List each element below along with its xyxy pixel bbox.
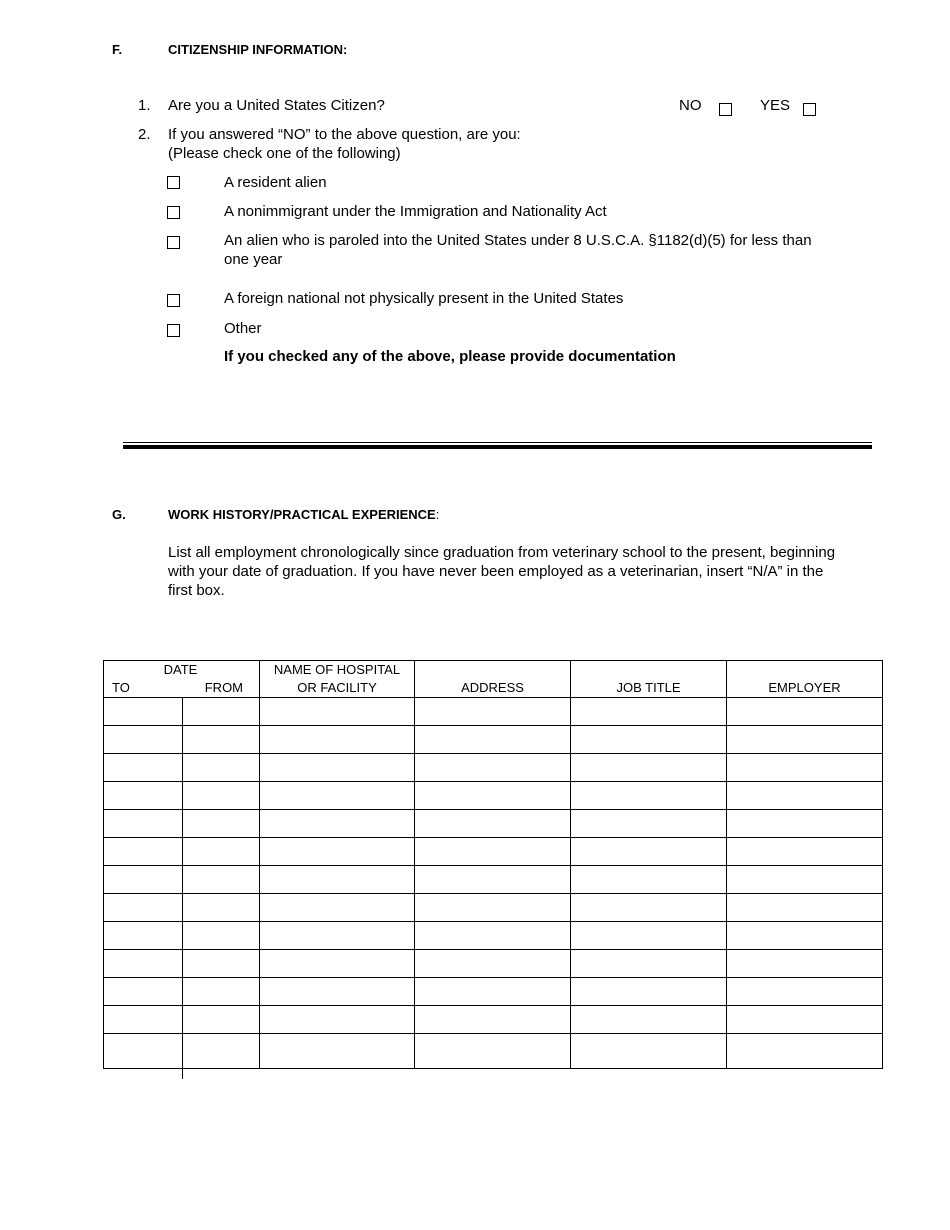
citizen-no-label: NO <box>679 97 702 114</box>
table-row <box>104 698 883 726</box>
from-cell[interactable] <box>183 894 260 922</box>
employer-cell[interactable] <box>727 698 883 726</box>
name-cell[interactable] <box>260 1006 415 1034</box>
option-paroled-alien: An alien who is paroled into the United States under 8 U.S.C.A. §1182(d)(5) for less than one year <box>224 232 812 268</box>
from-cell[interactable] <box>183 698 260 726</box>
table-row <box>104 810 883 838</box>
resident-alien-checkbox[interactable] <box>167 176 180 189</box>
question-1-number: 1. <box>138 97 151 114</box>
name-cell[interactable] <box>260 810 415 838</box>
job-title-header: JOB TITLE <box>571 661 727 698</box>
name-cell[interactable] <box>260 1034 415 1069</box>
job-title-cell[interactable] <box>571 922 727 950</box>
table-row <box>104 866 883 894</box>
address-cell[interactable] <box>415 726 571 754</box>
to-cell[interactable] <box>104 782 183 810</box>
name-cell[interactable] <box>260 754 415 782</box>
job-title-cell[interactable] <box>571 1034 727 1069</box>
to-header: TO <box>112 680 130 695</box>
question-2-subtext: (Please check one of the following) <box>168 145 401 162</box>
nonimmigrant-checkbox[interactable] <box>167 206 180 219</box>
work-history-table <box>103 660 883 1069</box>
to-cell[interactable] <box>104 866 183 894</box>
from-cell[interactable] <box>183 866 260 894</box>
employer-cell[interactable] <box>727 838 883 866</box>
option-nonimmigrant: A nonimmigrant under the Immigration and Nationality Act <box>224 203 607 220</box>
option-resident-alien: A resident alien <box>224 174 327 191</box>
paroled-alien-checkbox[interactable] <box>167 236 180 249</box>
citizen-no-checkbox[interactable] <box>719 103 732 116</box>
address-header: ADDRESS <box>415 661 571 698</box>
address-cell[interactable] <box>415 1006 571 1034</box>
from-cell[interactable] <box>183 838 260 866</box>
employer-cell[interactable] <box>727 754 883 782</box>
job-title-cell[interactable] <box>571 698 727 726</box>
address-cell[interactable] <box>415 698 571 726</box>
option-other: Other <box>224 320 262 337</box>
employer-cell[interactable] <box>727 810 883 838</box>
separator-thin-line <box>123 442 872 443</box>
name-cell[interactable] <box>260 922 415 950</box>
to-cell[interactable] <box>104 754 183 782</box>
section-f-letter: F. <box>112 42 123 57</box>
address-cell[interactable] <box>415 866 571 894</box>
name-cell[interactable] <box>260 698 415 726</box>
option-foreign-national: A foreign national not physically present in the United States <box>224 290 624 307</box>
name-header-line2: OR FACILITY <box>297 680 377 695</box>
name-cell[interactable] <box>260 838 415 866</box>
section-g-title-colon: : <box>435 507 440 522</box>
from-cell[interactable] <box>183 950 260 978</box>
table-row <box>104 782 883 810</box>
address-cell[interactable] <box>415 894 571 922</box>
job-title-cell[interactable] <box>571 810 727 838</box>
to-cell[interactable] <box>104 1006 183 1034</box>
employer-cell[interactable] <box>727 1034 883 1069</box>
job-title-cell[interactable] <box>571 838 727 866</box>
from-cell[interactable] <box>183 1034 260 1069</box>
name-cell[interactable] <box>260 978 415 1006</box>
documentation-note: If you checked any of the above, please provide documentation <box>224 348 676 365</box>
table-row <box>104 754 883 782</box>
employer-header: EMPLOYER <box>727 661 883 698</box>
section-f-title: CITIZENSHIP INFORMATION: <box>168 42 348 57</box>
table-row <box>104 978 883 1006</box>
name-cell[interactable] <box>260 950 415 978</box>
work-history-body <box>104 698 883 1069</box>
to-cell[interactable] <box>104 922 183 950</box>
citizen-yes-label: YES <box>760 97 791 114</box>
question-2-text: If you answered “NO” to the above question, are you: <box>168 126 521 143</box>
citizen-yes-checkbox[interactable] <box>803 103 816 116</box>
table-tick-mark <box>182 1068 183 1079</box>
name-header-cell <box>260 661 415 698</box>
employer-cell[interactable] <box>727 726 883 754</box>
to-cell[interactable] <box>104 726 183 754</box>
date-header: DATE <box>163 662 198 677</box>
table-row <box>104 950 883 978</box>
to-cell[interactable] <box>104 1034 183 1069</box>
address-cell[interactable] <box>415 1034 571 1069</box>
address-cell[interactable] <box>415 950 571 978</box>
separator-thick-line <box>123 445 872 449</box>
job-title-cell[interactable] <box>571 866 727 894</box>
address-cell[interactable] <box>415 782 571 810</box>
section-g-heading <box>168 507 439 522</box>
table-row <box>104 726 883 754</box>
to-cell[interactable] <box>104 698 183 726</box>
to-cell[interactable] <box>104 978 183 1006</box>
name-cell[interactable] <box>260 866 415 894</box>
address-cell[interactable] <box>415 922 571 950</box>
name-header-line1: NAME OF HOSPITAL <box>273 662 401 677</box>
address-cell[interactable] <box>415 978 571 1006</box>
from-cell[interactable] <box>183 810 260 838</box>
section-g-title: WORK HISTORY/PRACTICAL EXPERIENCE <box>168 507 436 522</box>
employer-cell[interactable] <box>727 894 883 922</box>
job-title-cell[interactable] <box>571 754 727 782</box>
employer-cell[interactable] <box>727 1006 883 1034</box>
work-history-instructions: List all employment chronologically since graduation from veterinary school to the present, beginning with your date of graduation. If you have never been employed as a veterinarian, insert “N/A” in the first box. <box>168 544 836 599</box>
employer-cell[interactable] <box>727 922 883 950</box>
address-cell[interactable] <box>415 754 571 782</box>
from-cell[interactable] <box>183 978 260 1006</box>
table-row <box>104 922 883 950</box>
foreign-national-checkbox[interactable] <box>167 294 180 307</box>
address-cell[interactable] <box>415 838 571 866</box>
job-title-cell[interactable] <box>571 978 727 1006</box>
table-row <box>104 894 883 922</box>
name-cell[interactable] <box>260 726 415 754</box>
job-title-cell[interactable] <box>571 782 727 810</box>
employer-cell[interactable] <box>727 978 883 1006</box>
job-title-cell[interactable] <box>571 894 727 922</box>
name-cell[interactable] <box>260 894 415 922</box>
job-title-cell[interactable] <box>571 1006 727 1034</box>
to-cell[interactable] <box>104 838 183 866</box>
date-header-cell <box>104 661 260 698</box>
to-cell[interactable] <box>104 950 183 978</box>
from-header: FROM <box>204 680 244 695</box>
table-row <box>104 1034 883 1069</box>
from-cell[interactable] <box>183 726 260 754</box>
employer-cell[interactable] <box>727 950 883 978</box>
from-cell[interactable] <box>183 754 260 782</box>
section-g-letter: G. <box>112 507 126 522</box>
address-cell[interactable] <box>415 810 571 838</box>
name-cell[interactable] <box>260 782 415 810</box>
job-title-cell[interactable] <box>571 950 727 978</box>
other-checkbox[interactable] <box>167 324 180 337</box>
question-2-number: 2. <box>138 126 151 143</box>
table-row <box>104 1006 883 1034</box>
question-1-text: Are you a United States Citizen? <box>168 97 385 114</box>
to-cell[interactable] <box>104 894 183 922</box>
from-cell[interactable] <box>183 922 260 950</box>
employer-cell[interactable] <box>727 866 883 894</box>
employer-cell[interactable] <box>727 782 883 810</box>
table-row <box>104 838 883 866</box>
to-cell[interactable] <box>104 810 183 838</box>
from-cell[interactable] <box>183 1006 260 1034</box>
job-title-cell[interactable] <box>571 726 727 754</box>
from-cell[interactable] <box>183 782 260 810</box>
